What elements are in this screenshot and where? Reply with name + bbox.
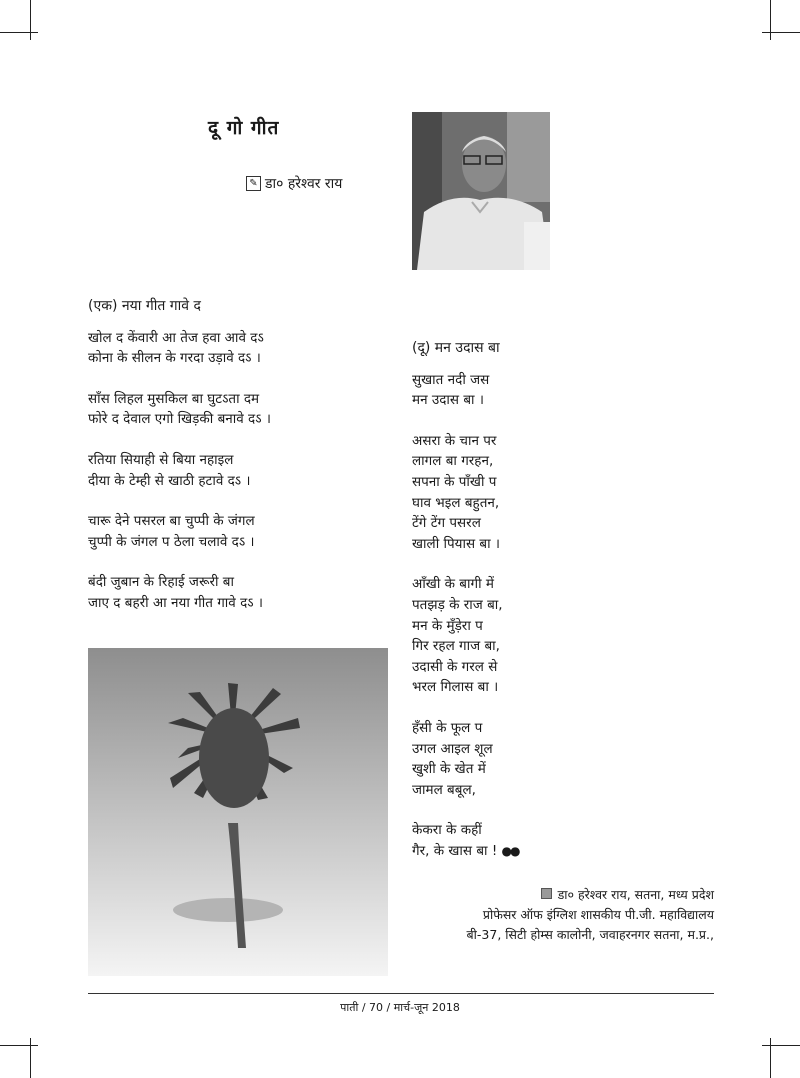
poem-line: केकरा के कहीं	[412, 822, 482, 839]
poem-line: टेंगे टेंग पसरल	[412, 515, 481, 532]
poem-line: कोना के सीलन के गरदा उड़ावे दऽ ।	[88, 350, 261, 367]
poem-line: असरा के चान पर	[412, 432, 497, 449]
author-info-line: बी-37, सिटी होम्स कालोनी, जवाहरनगर सतना, म.प्र.,	[466, 927, 714, 942]
crop-mark	[762, 1045, 800, 1046]
poem-two-title: (दू) मन उदास बा	[412, 340, 500, 356]
poem-line: गिर रहल गाज बा,	[412, 638, 500, 655]
author-photo	[412, 112, 550, 270]
author-info-text: डा० हरेश्वर राय, सतना, मध्य प्रदेश	[557, 887, 714, 902]
stanza	[88, 450, 271, 491]
poem-line: बंदी जुबान के रिहाई जरूरी बा	[88, 574, 234, 591]
poem-line: जाए द बहरी आ नया गीत गावे दऽ ।	[88, 594, 263, 611]
stanza	[412, 820, 518, 861]
poem-line: घाव भइल बहुतन,	[412, 494, 500, 511]
poem-one-title: (एक) नया गीत गावे द	[88, 298, 201, 314]
poem-line: जामल बबूल,	[412, 781, 476, 798]
palm-tree-image	[88, 648, 388, 976]
end-mark: ●●	[501, 843, 519, 858]
poem-line-text: गैर, के खास बा !	[412, 842, 498, 859]
stanza	[88, 572, 271, 613]
poem-line: उगल आइल शूल	[412, 740, 493, 757]
stanza	[412, 718, 518, 800]
poem-line: लागल बा गरहन,	[412, 453, 494, 470]
crop-mark	[762, 32, 800, 33]
poem-line: खोल द केंवारी आ तेज हवा आवे दऽ	[88, 329, 264, 346]
poem-line: खुशी के खेत में	[412, 761, 486, 778]
stanza	[412, 574, 518, 698]
poem-line: खाली पियास बा ।	[412, 535, 501, 552]
poem-line: मन के मुँड़ेरा प	[412, 617, 483, 634]
page-title: दू गो गीत	[208, 117, 280, 139]
poem-line: दीया के टेम्ही से खाठी हटावे दऽ ।	[88, 472, 251, 489]
poem-two	[412, 338, 518, 881]
author-name: डा० हरेश्वर राय	[265, 176, 343, 192]
poem-line: चुप्पी के जंगल प ठेला चलावे दऽ ।	[88, 533, 255, 550]
author-byline	[246, 174, 342, 193]
stanza	[412, 370, 518, 411]
poem-line: मन उदास बा ।	[412, 392, 484, 409]
poem-line: पतझड़ के राज बा,	[412, 596, 503, 613]
poem-line: सपना के पाँखी प	[412, 473, 497, 490]
stanza	[88, 389, 271, 430]
footer-rule	[88, 993, 714, 994]
stanza	[88, 511, 271, 552]
crop-mark	[30, 0, 31, 40]
poem-line: साँस लिहल मुसकिल बा घुटऽता दम	[88, 390, 260, 407]
box-icon	[541, 888, 552, 899]
poem-line: सुखात नदी जस	[412, 371, 490, 388]
poem-one	[88, 296, 271, 634]
poem-line	[412, 841, 518, 862]
poem-line: हँसी के फूल प	[412, 719, 483, 736]
poem-line: आँखी के बागी में	[412, 576, 494, 593]
stanza	[88, 328, 271, 369]
stanza	[412, 431, 518, 555]
page-folio: पाती / 70 / मार्च-जून 2018	[340, 1001, 460, 1014]
crop-mark	[770, 1038, 771, 1078]
crop-mark	[0, 32, 38, 33]
author-info	[467, 885, 714, 945]
crop-mark	[30, 1038, 31, 1078]
poem-line: फोरे द देवाल एगो खिड़की बनावे दऽ ।	[88, 411, 271, 428]
poem-line: भरल गिलास बा ।	[412, 679, 499, 696]
author-info-line: प्रोफेसर ऑफ इंग्लिश शासकीय पी.जी. महाविद्यालय	[482, 907, 714, 922]
author-info-line	[467, 885, 714, 905]
pen-icon: ✎	[246, 176, 261, 191]
crop-mark	[770, 0, 771, 40]
poem-line: रतिया सियाही से बिया नहाइल	[88, 451, 234, 468]
poem-line: चारू देने पसरल बा चुप्पी के जंगल	[88, 513, 255, 530]
poem-line: उदासी के गरल से	[412, 658, 498, 675]
crop-mark	[0, 1045, 38, 1046]
